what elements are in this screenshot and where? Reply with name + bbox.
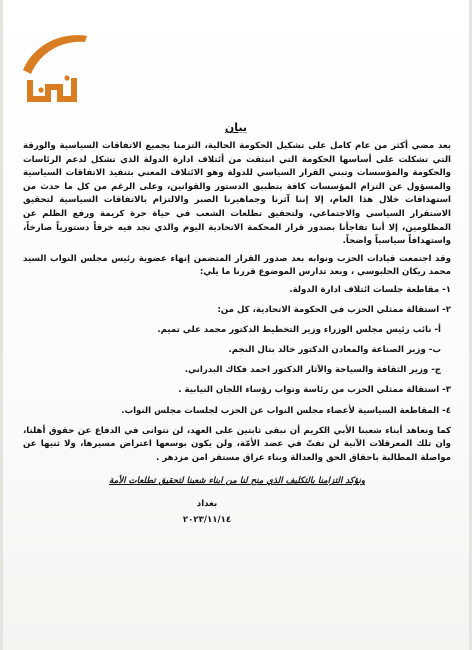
- date-label: ٢٠٢٣/١١/١٤: [182, 514, 232, 525]
- closing-line: ونؤكد التزامنا بالتكليف الذي منح لنا من ابناء شعبنا لتحقيق تطلعات الأمة: [109, 476, 365, 487]
- place-label: بغداد: [196, 498, 218, 509]
- decision-item: ١- مقاطعة جلسات ائتلاف ادارة الدولة.: [289, 284, 451, 295]
- party-logo: [15, 28, 91, 108]
- statement-body: [23, 140, 451, 527]
- minister-item: ب- وزير الصناعة والمعادن الدكتور خالد بتال النجم.: [228, 345, 441, 356]
- minister-item: ج- وزير الثقافة والسياحة والآثار الدكتور احمد فكاك البدراني.: [184, 365, 441, 376]
- pledge-paragraph: كما ونعاهد أبناء شعبنا الأبي الكريم أن نبقى ثابتين على العهد، لن نتوانى في الدفاع عن حقوق أهلنا، وان تلك المعرقلات الآنية لن تفتّ في عضد الأمّة، ولن يكون بوسعها اعتراض مسيرها، ولا ثنيها عن مواصلة المطالبة باحقاق الحق والعدالة وبناء عراق مستقر امن مزدهر .: [23, 425, 451, 463]
- decision-item: ٢- استقالة ممثلي الحزب في الحكومة الاتحادية، كل من:: [217, 305, 451, 316]
- party-logo-icon: [15, 28, 91, 108]
- decision-item: ٤- المقاطعة السياسية لأعضاء مجلس النواب عن الحزب لجلسات مجلس النواب.: [121, 405, 451, 416]
- minister-item: أ- نائب رئيس مجلس الوزراء وزير التخطيط الدكتور محمد علي تميم.: [157, 325, 441, 336]
- statement-title: بيان: [224, 121, 248, 134]
- decision-item: ٣- استقالة ممثلي الحزب من رئاسة ونواب رؤساء اللجان النيابية .: [178, 385, 451, 396]
- meeting-paragraph: وقد اجتمعت قيادات الحزب ونوابه بعد صدور القرار المتضمن إنهاء عضوية رئيس مجلس النواب السيد محمد ريكان الحلبوسي ، وبعد تدارس الموضوع قررنا ما يلي:: [23, 253, 451, 278]
- intro-paragraph: بعد مضي أكثر من عام كامل على تشكيل الحكومة الحالية، التزمنا بجميع الاتفاقات السياسية والورقة التي تشكلت على أساسها الحكومة التي انبثقت من أئتلاف ادارة الدولة الذي تشكل لدعم الرئاسات والحكومة والمؤسسات وتبني القرار السياسي للدولة وهو الائتلاف المعني بتنفيذ الاتفاقات السياسية والمسؤول عن التزام المؤسسات كافة بتطبيق الدستور والقوانين، وعلى الرغم من كل ما حدث من استهدافات خلال هذا العام، إلا إننا آثرنا وجماهيرنا الصبر والالتزام بالاتفاقات السياسية لتحقيق الاستقرار السياسي والاجتماعي، ولتحقيق تطلعات الشعب في حياة حرة كريمة ورفع الظلم عن المظلومين، إلا أننا تفاجأنا بصدور قرار المحكمة الاتحادية اليوم والذي نجد فيه خرقاً دستورياً صارخاً، واستهدافاً سياسياً واضحاً.: [23, 141, 451, 247]
